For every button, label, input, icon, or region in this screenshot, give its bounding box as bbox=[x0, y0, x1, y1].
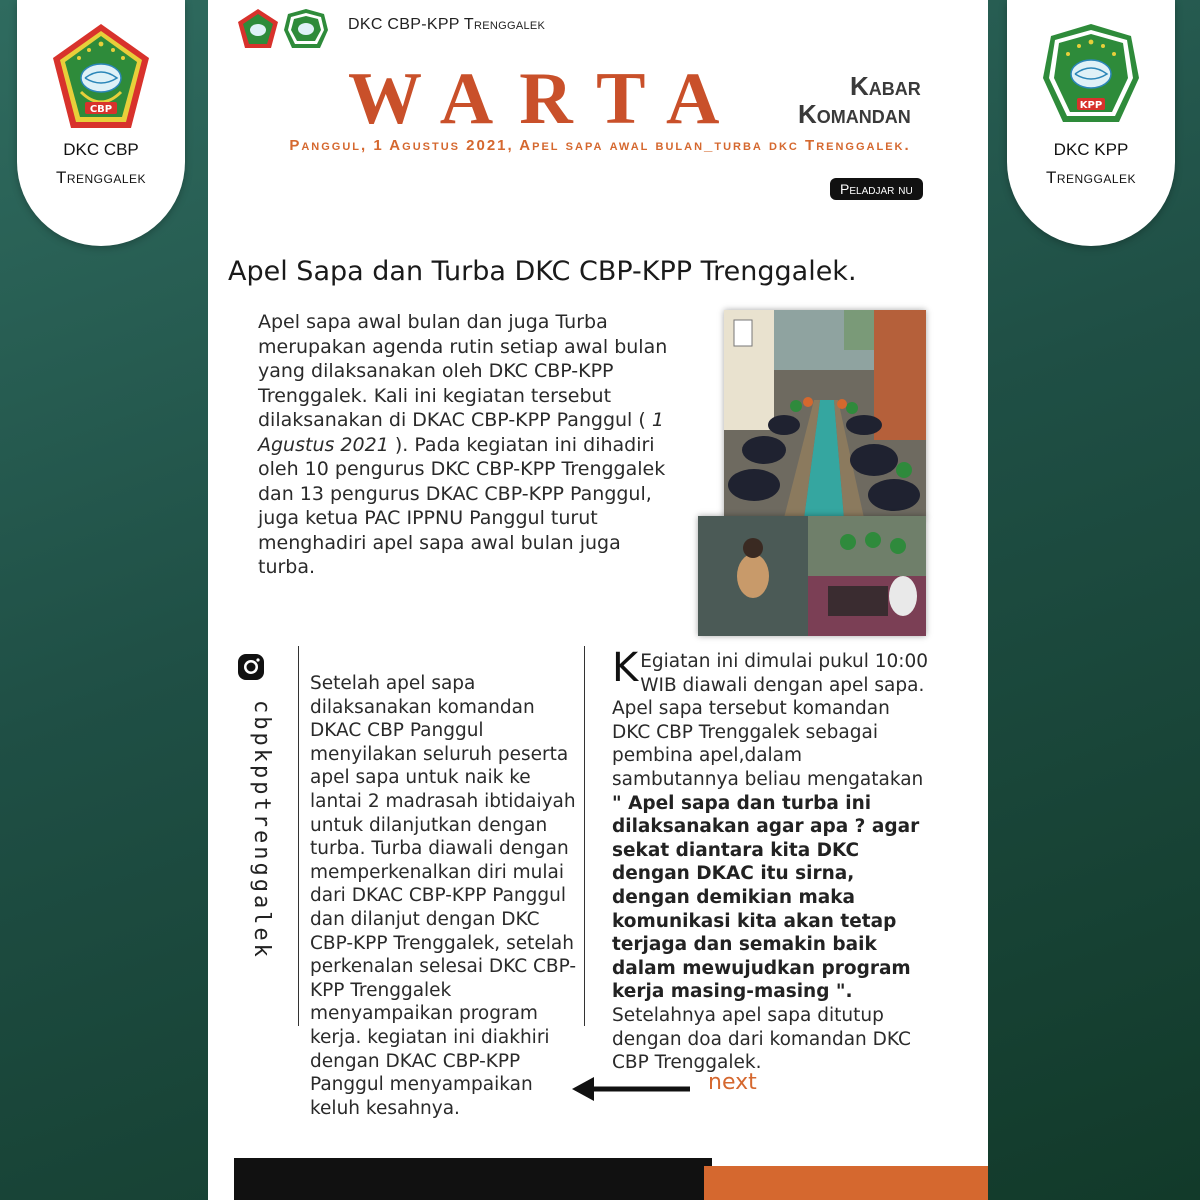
header-logos-icon bbox=[236, 8, 346, 50]
event-photo-collage bbox=[698, 516, 926, 636]
intro-text-b: ). Pada kegiatan ini dihadiri oleh 10 pengurus DKC CBP-KPP Trenggalek dan 13 pengurus DKAC CBP-KPP Panggul, juga ketua PAC IPPNU Panggul turut menghadiri apel sapa awal bulan juga turba. bbox=[258, 433, 666, 578]
column-divider-right bbox=[584, 646, 585, 1026]
commander-quote: " Apel sapa dan turba ini dilaksanakan agar apa ? agar sekat diantara kita DKC dengan DKAC itu sirna, dengan demikian maka komunikasi kita akan tetap terjaga dan semakin baik dalam mewujudkan program kerja masing-masing ". bbox=[612, 792, 920, 1003]
cbp-location: Trenggalek bbox=[55, 168, 147, 187]
kpp-logo-text: KPP bbox=[1079, 100, 1103, 111]
footer-bar-accent bbox=[704, 1166, 988, 1200]
right-column-text bbox=[612, 645, 932, 1075]
column-divider-left bbox=[298, 646, 299, 1026]
event-photo-corridor bbox=[724, 310, 926, 518]
instagram-handle: cbpkpptrenggalek bbox=[249, 700, 274, 960]
intro-text-a: Apel sapa awal bulan dan juga Turba merupakan agenda rutin setiap awal bulan yang dilaksanakan oleh DKC CBP-KPP Trenggalek. Kali ini kegiatan tersebut dilaksanakan di DKAC CBP-KPP Panggul ( bbox=[258, 311, 668, 431]
kpp-label: DKC KPP bbox=[1053, 140, 1129, 159]
kabar-line1: Kabar bbox=[850, 71, 921, 101]
left-arrow-icon[interactable] bbox=[570, 1074, 692, 1104]
kabar-line2: Komandan bbox=[798, 99, 911, 129]
cbp-logo-text: CBP bbox=[89, 104, 113, 115]
intro-paragraph bbox=[258, 310, 670, 580]
header-org-name: DKC CBP-KPP Trenggalek bbox=[348, 16, 546, 33]
section-badge: Peladjar nu bbox=[830, 178, 923, 200]
masthead-subtitle bbox=[798, 72, 921, 128]
intro-date: 1 Agustus 2021 bbox=[258, 409, 664, 456]
next-link[interactable]: next bbox=[708, 1070, 757, 1095]
cbp-logo-card bbox=[17, 0, 185, 246]
cbp-label: DKC CBP bbox=[63, 140, 139, 159]
right-intro: Egiatan ini dimulai pukul 10:00 WIB diawali dengan apel sapa. Apel sapa tersebut komandan DKC CBP Trenggalek sebagai pembina apel,dalam sambutannya beliau mengatakan bbox=[612, 651, 929, 790]
right-outro: Setelahnya apel sapa ditutup dengan doa dari komandan DKC CBP Trenggalek. bbox=[612, 1004, 911, 1074]
left-column-text: Setelah apel sapa dilaksanakan komandan DKAC CBP Panggul menyilakan seluruh peserta apel sapa untuk naik ke lantai 2 madrasah ibtidaiyah untuk dilanjutkan dengan turba. Turba diawali dengan memperkenalkan diri mulai dari DKAC CBP-KPP Panggul dan dilanjut dengan DKC CBP-KPP Trenggalek, setelah perkenalan selesai DKC CBP-KPP Trenggalek menyampaikan program kerja. kegiatan ini diakhiri dengan DKAC CBP-KPP Panggul menyampaikan keluh kesahnya. bbox=[310, 673, 577, 1119]
footer-bar-dark bbox=[234, 1158, 712, 1200]
instagram-icon bbox=[236, 652, 266, 682]
masthead-title: WARTA bbox=[348, 58, 746, 140]
cbp-emblem-icon bbox=[51, 22, 151, 134]
newsletter-page bbox=[208, 0, 988, 1200]
kpp-location: Trenggalek bbox=[1045, 168, 1137, 187]
drop-cap: K bbox=[612, 645, 639, 691]
kpp-logo-card bbox=[1007, 0, 1175, 246]
article-title: Apel Sapa dan Turba DKC CBP-KPP Trenggalek. bbox=[228, 256, 857, 287]
dateline: Panggul, 1 Agustus 2021, Apel sapa awal bulan_turba dkc Trenggalek. bbox=[289, 137, 911, 154]
kpp-emblem-icon bbox=[1041, 22, 1141, 134]
